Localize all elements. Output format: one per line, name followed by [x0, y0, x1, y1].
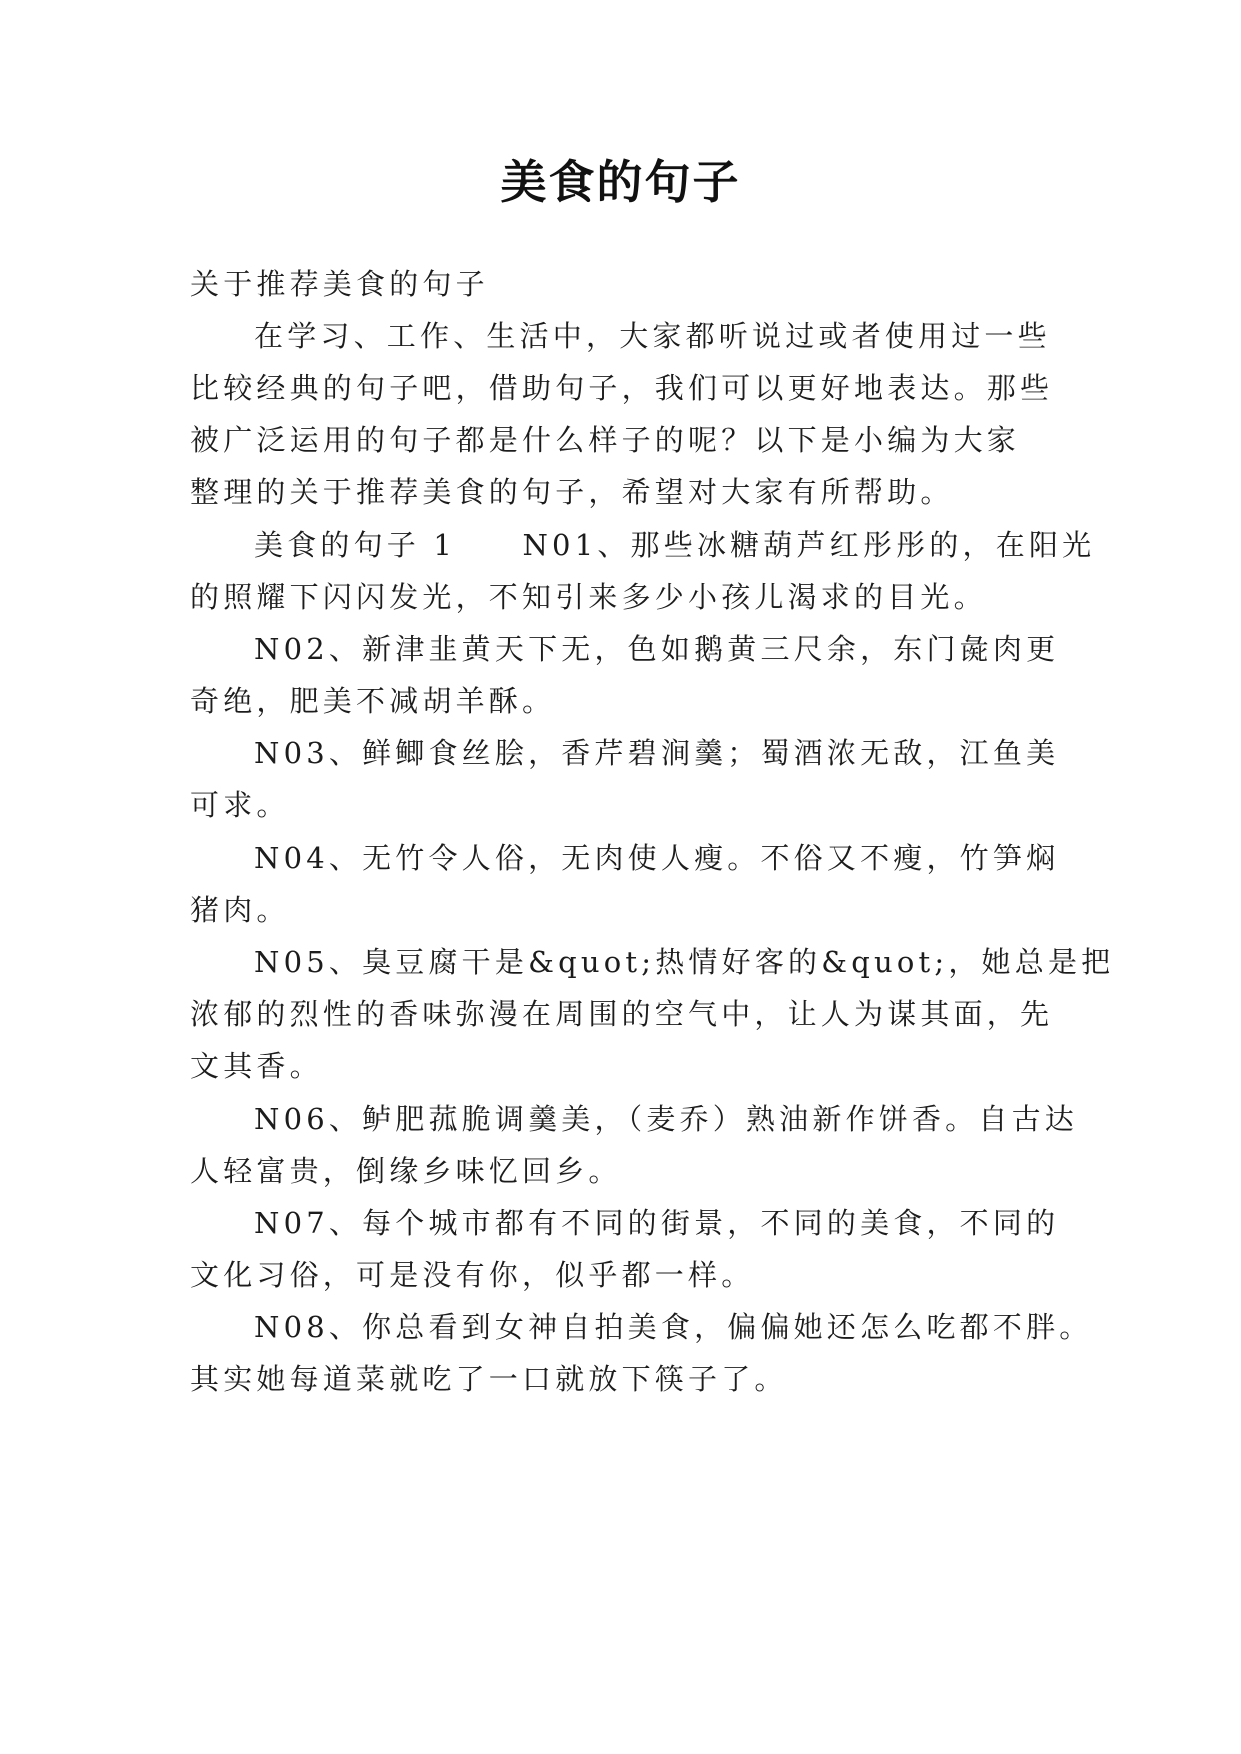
- paragraph-line: 比较经典的句子吧，借助句子，我们可以更好地表达。那些: [190, 371, 1054, 405]
- paragraph-line: 人轻富贵，倒缘乡味忆回乡。: [190, 1154, 622, 1188]
- paragraph-line: 其实她每道菜就吃了一口就放下筷子了。: [190, 1362, 788, 1396]
- paragraph-line: N04、无竹令人俗，无肉使人瘦。不俗又不瘦，竹笋焖: [254, 841, 1060, 875]
- paragraph-line: N06、鲈肥菰脆调羹美，（麦乔）熟油新作饼香。自古达: [254, 1102, 1078, 1136]
- paragraph-line: N05、臭豆腐干是&quot;热情好客的&quot;，她总是把: [254, 945, 1115, 979]
- paragraph-line: 奇绝，肥美不减胡羊酥。: [190, 684, 556, 718]
- paragraph-line: 文其香。: [190, 1049, 323, 1083]
- paragraph-line: 的照耀下闪闪发光，不知引来多少小孩儿渴求的目光。: [190, 580, 987, 614]
- paragraph-line: 在学习、工作、生活中，大家都听说过或者使用过一些: [254, 319, 1051, 353]
- paragraph-line: 整理的关于推荐美食的句子，希望对大家有所帮助。: [190, 475, 954, 509]
- paragraph-line: 浓郁的烈性的香味弥漫在周围的空气中，让人为谋其面，先: [190, 997, 1054, 1031]
- paragraph-line: N02、新津韭黄天下无，色如鹅黄三尺余，东门彘肉更: [254, 632, 1060, 666]
- document-title: 美食的句子: [500, 155, 741, 209]
- paragraph-line: N03、鲜鲫食丝脍，香芹碧涧羹；蜀酒浓无敌，江鱼美: [254, 736, 1060, 770]
- paragraph-line: 被广泛运用的句子都是什么样子的呢？以下是小编为大家: [190, 423, 1021, 457]
- paragraph-line: 猪肉。: [190, 893, 290, 927]
- paragraph-line: 文化习俗，可是没有你，似乎都一样。: [190, 1258, 755, 1292]
- document-subtitle: 关于推荐美食的句子: [190, 267, 489, 301]
- paragraph-line: N08、你总看到女神自拍美食，偏偏她还怎么吃都不胖。: [254, 1310, 1093, 1344]
- paragraph-line: 美食的句子 1 N01、那些冰糖葫芦红彤彤的，在阳光: [254, 528, 1096, 562]
- paragraph-line: 可求。: [190, 788, 290, 822]
- paragraph-line: N07、每个城市都有不同的街景，不同的美食，不同的: [254, 1206, 1060, 1240]
